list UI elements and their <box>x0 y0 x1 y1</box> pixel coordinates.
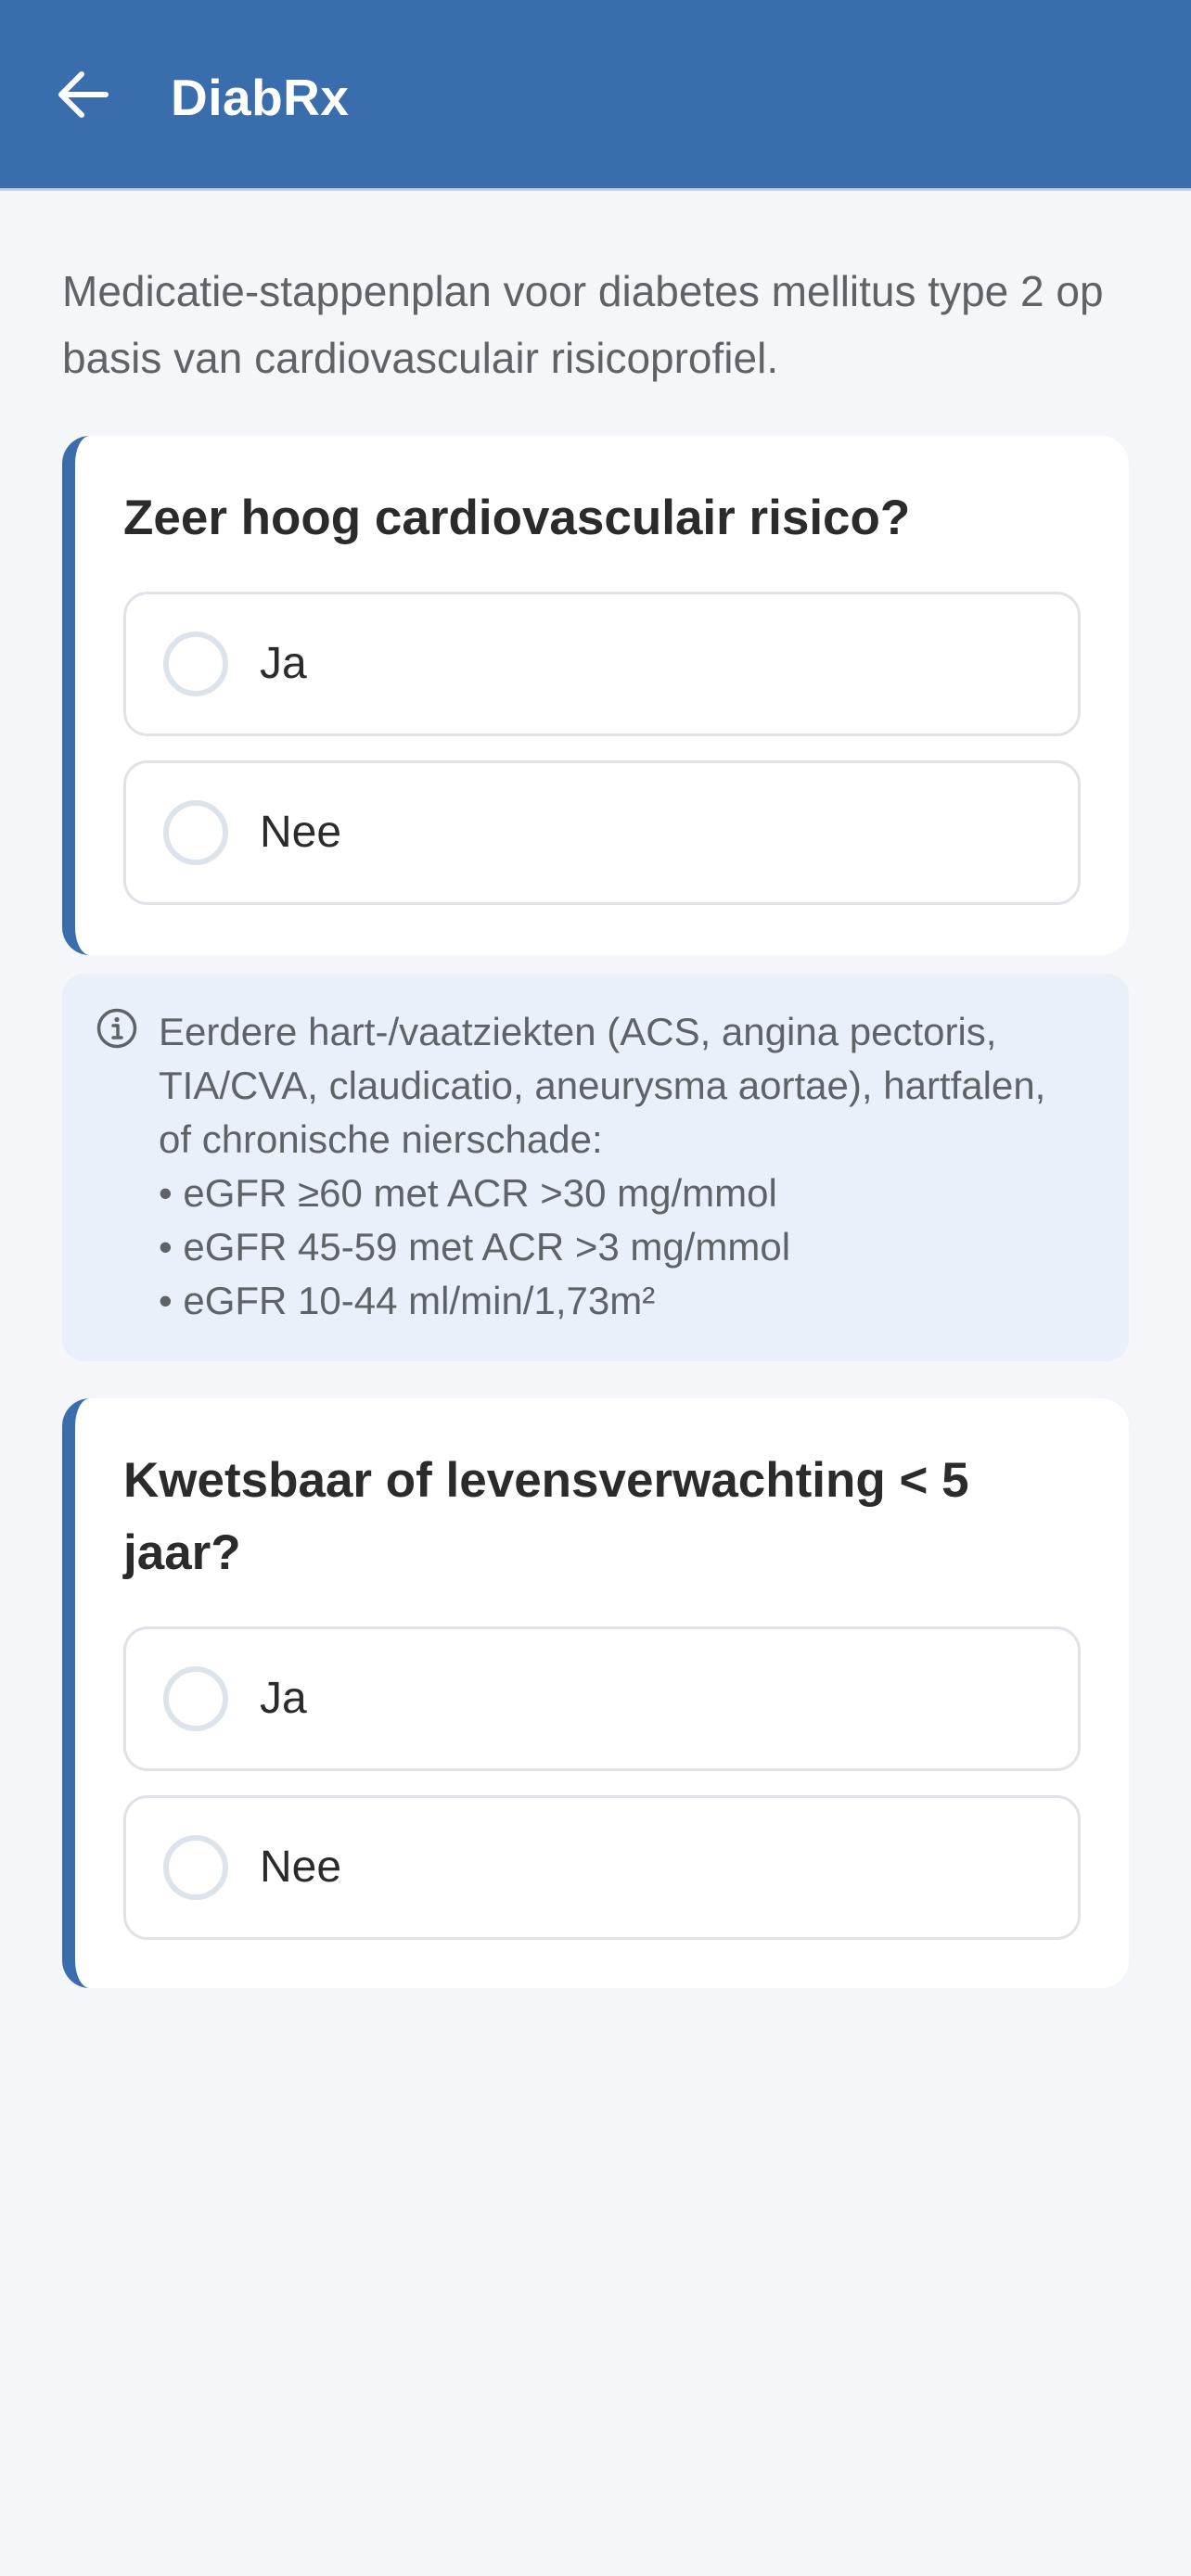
radio-button[interactable] <box>163 800 228 865</box>
question-card-frailty <box>62 1398 1129 1988</box>
option-ja[interactable] <box>123 592 1081 736</box>
info-circle-icon <box>96 1007 138 1050</box>
info-bullet: • eGFR 45-59 met ACR >3 mg/mmol <box>159 1225 791 1269</box>
radio-button[interactable] <box>163 631 228 696</box>
info-line: Eerdere hart-/vaatziekten (ACS, angina pectoris, <box>159 1010 997 1053</box>
radio-button[interactable] <box>163 1666 228 1731</box>
info-bullet: • eGFR 10-44 ml/min/1,73m² <box>159 1279 656 1322</box>
option-nee[interactable] <box>123 760 1081 905</box>
option-ja[interactable] <box>123 1626 1081 1771</box>
back-button[interactable] <box>41 54 122 135</box>
question-title: Zeer hoog cardiovasculair risico? <box>123 491 911 545</box>
app-bar <box>0 0 1191 191</box>
app-title: DiabRx <box>171 69 350 126</box>
option-label: Ja <box>260 1674 307 1723</box>
info-text <box>159 1005 1105 1328</box>
info-line: of chronische nierschade: <box>159 1117 603 1161</box>
option-label: Nee <box>260 1843 342 1892</box>
option-label: Ja <box>260 639 307 688</box>
info-line: TIA/CVA, claudicatio, aneurysma aortae), hartfalen, <box>159 1064 1046 1107</box>
intro-text: Medicatie-stappenplan voor diabetes mellitus type 2 op basis van cardiovasculair risicoprofiel. <box>62 267 1104 382</box>
question-card-cardiovascular-risk <box>62 436 1129 955</box>
info-box <box>62 974 1129 1361</box>
info-bullet: • eGFR ≥60 met ACR >30 mg/mmol <box>159 1171 777 1215</box>
question-title: Kwetsbaar of levensverwachting < 5 jaar? <box>123 1453 969 1580</box>
arrow-left-icon <box>54 69 109 121</box>
radio-button[interactable] <box>163 1835 228 1900</box>
option-nee[interactable] <box>123 1795 1081 1940</box>
option-label: Nee <box>260 808 342 857</box>
